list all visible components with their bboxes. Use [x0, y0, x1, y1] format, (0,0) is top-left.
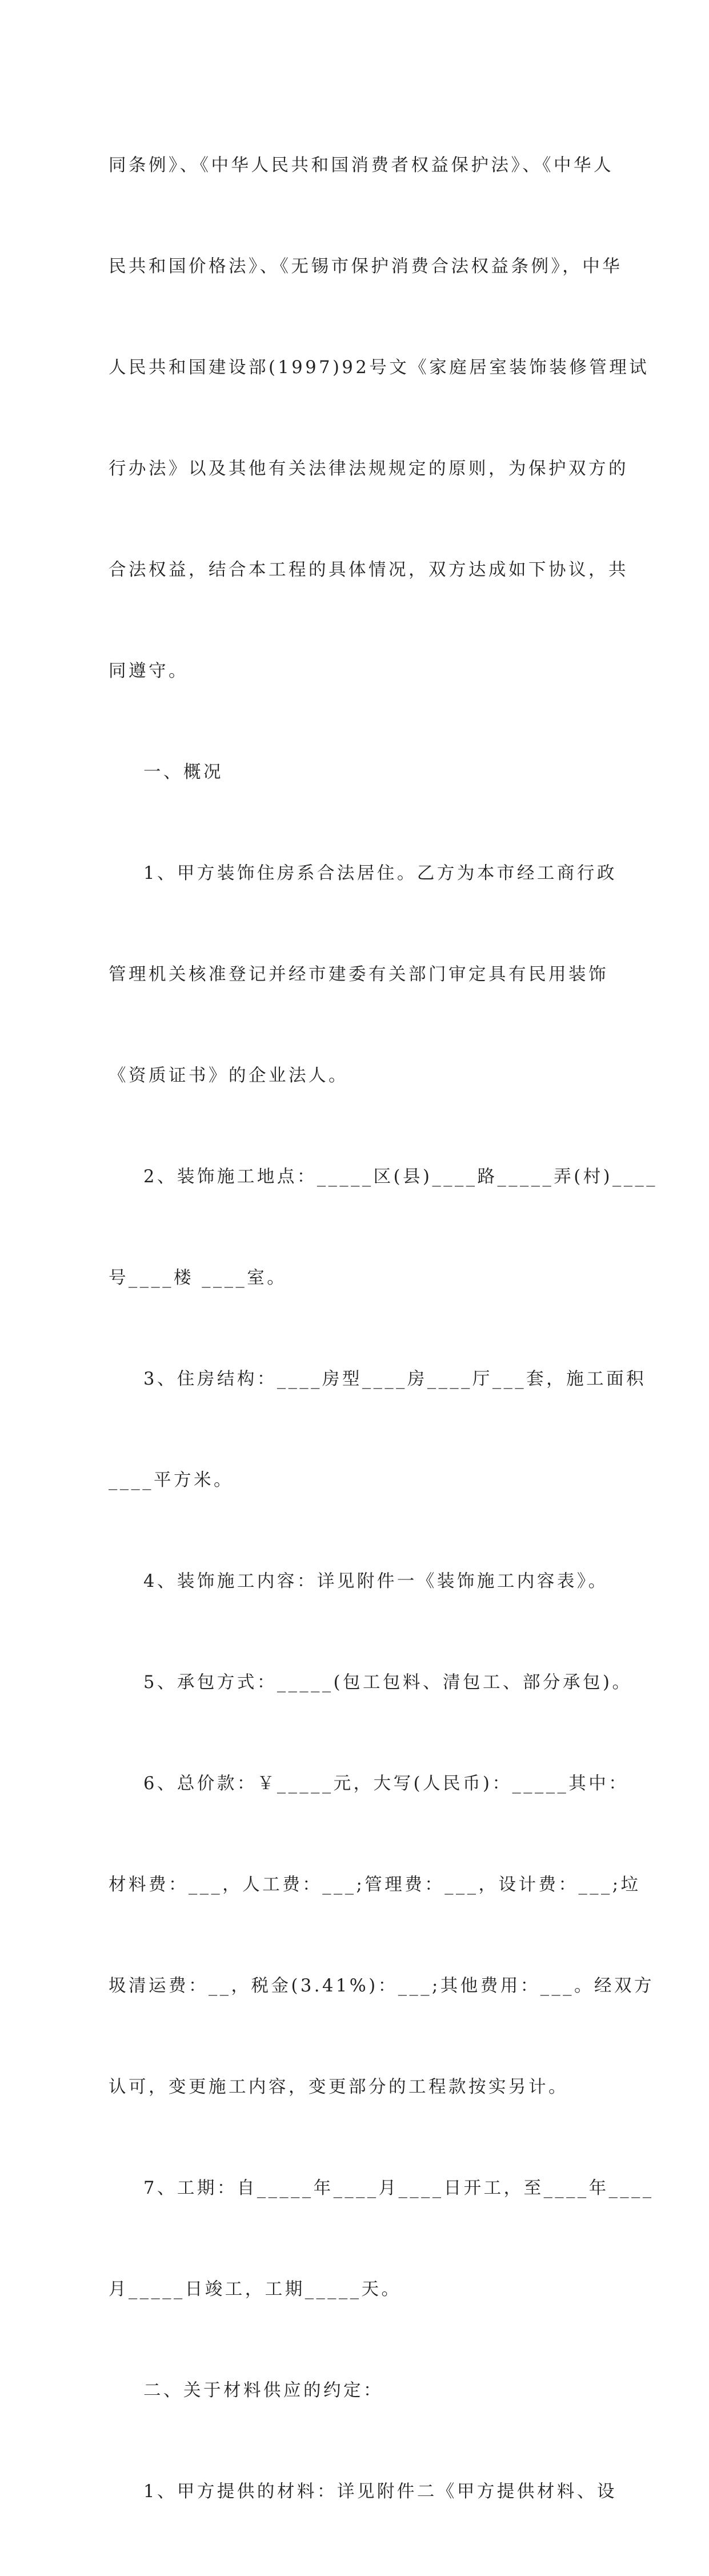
document-body: [109, 81, 658, 2576]
clause-1-7: 7、工期：自_____年____月____日开工，至____年____: [143, 2178, 654, 2198]
text-line: 月_____日竣工，工期_____天。: [109, 2279, 402, 2299]
text-line: 同条例》、《中华人民共和国消费者权益保护法》、《中华人: [109, 155, 614, 175]
text-line: ____平方米。: [109, 1470, 234, 1490]
text-line: 材料费：___，人工费：___;管理费：___，设计费：___;垃: [109, 1875, 641, 1895]
clause-1-4: 4、装饰施工内容：详见附件一《装饰施工内容表》。: [143, 1571, 608, 1591]
clause-1-3: 3、住房结构：____房型____房____厅___套，施工面积: [143, 1369, 647, 1389]
text-line: 认可，变更施工内容，变更部分的工程款按实另计。: [109, 2077, 568, 2097]
text-line: 民共和国价格法》、《无锡市保护消费合法权益条例》，中华: [109, 257, 623, 277]
clause-2-1: 1、甲方提供的材料：详见附件二《甲方提供材料、设: [143, 2482, 617, 2502]
clause-1-5: 5、承包方式：_____(包工包料、清包工、部分承包)。: [143, 1673, 632, 1693]
text-line: 号____楼 ____室。: [109, 1268, 287, 1288]
section-heading-materials: 二、关于材料供应的约定：: [143, 2381, 383, 2401]
text-line: 合法权益，结合本工程的具体情况，双方达成如下协议，共: [109, 560, 628, 580]
text-line: 圾清运费：__，税金(3.41%)：___;其他费用：___。经双方: [109, 1976, 654, 1996]
clause-1-1: 1、甲方装饰住房系合法居住。乙方为本市经工商行政: [143, 863, 617, 883]
section-heading-overview: 一、概况: [143, 762, 223, 782]
clause-1-6: 6、总价款：￥_____元，大写(人民币)：_____其中：: [143, 1774, 629, 1794]
text-line: 《资质证书》的企业法人。: [109, 1066, 349, 1086]
text-line: 管理机关核准登记并经市建委有关部门审定具有民用装饰: [109, 965, 608, 985]
text-line: 人民共和国建设部(1997)92号文《家庭居室装饰装修管理试: [109, 358, 650, 378]
text-line: 行办法》以及其他有关法律法规规定的原则，为保护双方的: [109, 459, 628, 479]
clause-1-2: 2、装饰施工地点：_____区(县)____路_____弄(村)____: [143, 1167, 658, 1187]
text-line: 同遵守。: [109, 661, 189, 681]
